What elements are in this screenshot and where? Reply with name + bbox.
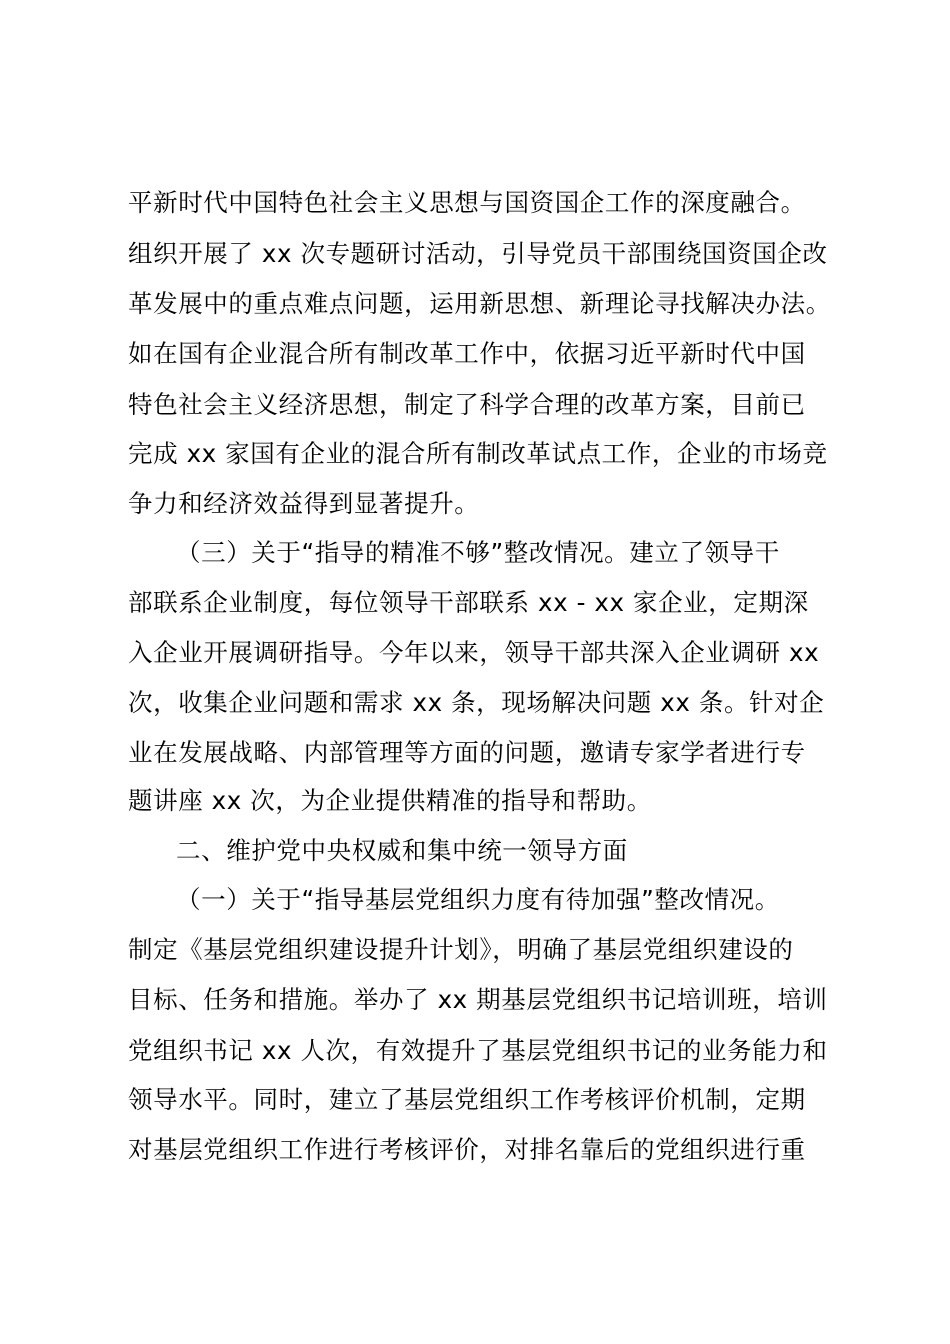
section-heading-2: 二、维护党中央权威和集中统一领导方面: [176, 836, 628, 865]
text-line: 对基层党组织工作进行考核评价，对排名靠后的党组织进行重: [128, 1135, 806, 1164]
text-line: 党组织书记 xx 人次，有效提升了基层党组织书记的业务能力和: [128, 1036, 828, 1065]
text-line: 如在国有企业混合所有制改革工作中，依据习近平新时代中国: [128, 339, 806, 368]
text-line: 领导水平。同时，建立了基层党组织工作考核评价机制，定期: [128, 1085, 806, 1114]
section-heading-3: （三）关于“指导的精准不够”整改情况。建立了领导干: [176, 538, 780, 567]
text-line: 入企业开展调研指导。今年以来，领导干部共深入企业调研 xx: [128, 638, 820, 667]
text-line: 革发展中的重点难点问题，运用新思想、新理论寻找解决办法。: [128, 289, 831, 318]
text-line: 目标、任务和措施。举办了 xx 期基层党组织书记培训班，培训: [128, 985, 828, 1014]
section-heading-1: （一）关于“指导基层党组织力度有待加强”整改情况。: [176, 885, 780, 914]
text-line: 制定《基层党组织建设提升计划》，明确了基层党组织建设的: [128, 935, 794, 964]
text-line: 完成 xx 家国有企业的混合所有制改革试点工作，企业的市场竞: [128, 439, 828, 468]
text-line: 组织开展了 xx 次专题研讨活动，引导党员干部围绕国资国企改: [128, 239, 828, 268]
text-line: 业在发展战略、内部管理等方面的问题，邀请专家学者进行专: [128, 738, 806, 767]
text-line: 特色社会主义经济思想，制定了科学合理的改革方案，目前已: [128, 390, 806, 419]
text-line: 题讲座 xx 次，为企业提供精准的指导和帮助。: [128, 786, 652, 815]
text-line: 次，收集企业问题和需求 xx 条，现场解决问题 xx 条。针对企: [128, 688, 825, 717]
text-line: 争力和经济效益得到显著提升。: [128, 489, 480, 518]
text-line: 平新时代中国特色社会主义思想与国资国企工作的深度融合。: [128, 188, 806, 217]
text-line: 部联系企业制度，每位领导干部联系 xx - xx 家企业，定期深: [128, 588, 809, 617]
